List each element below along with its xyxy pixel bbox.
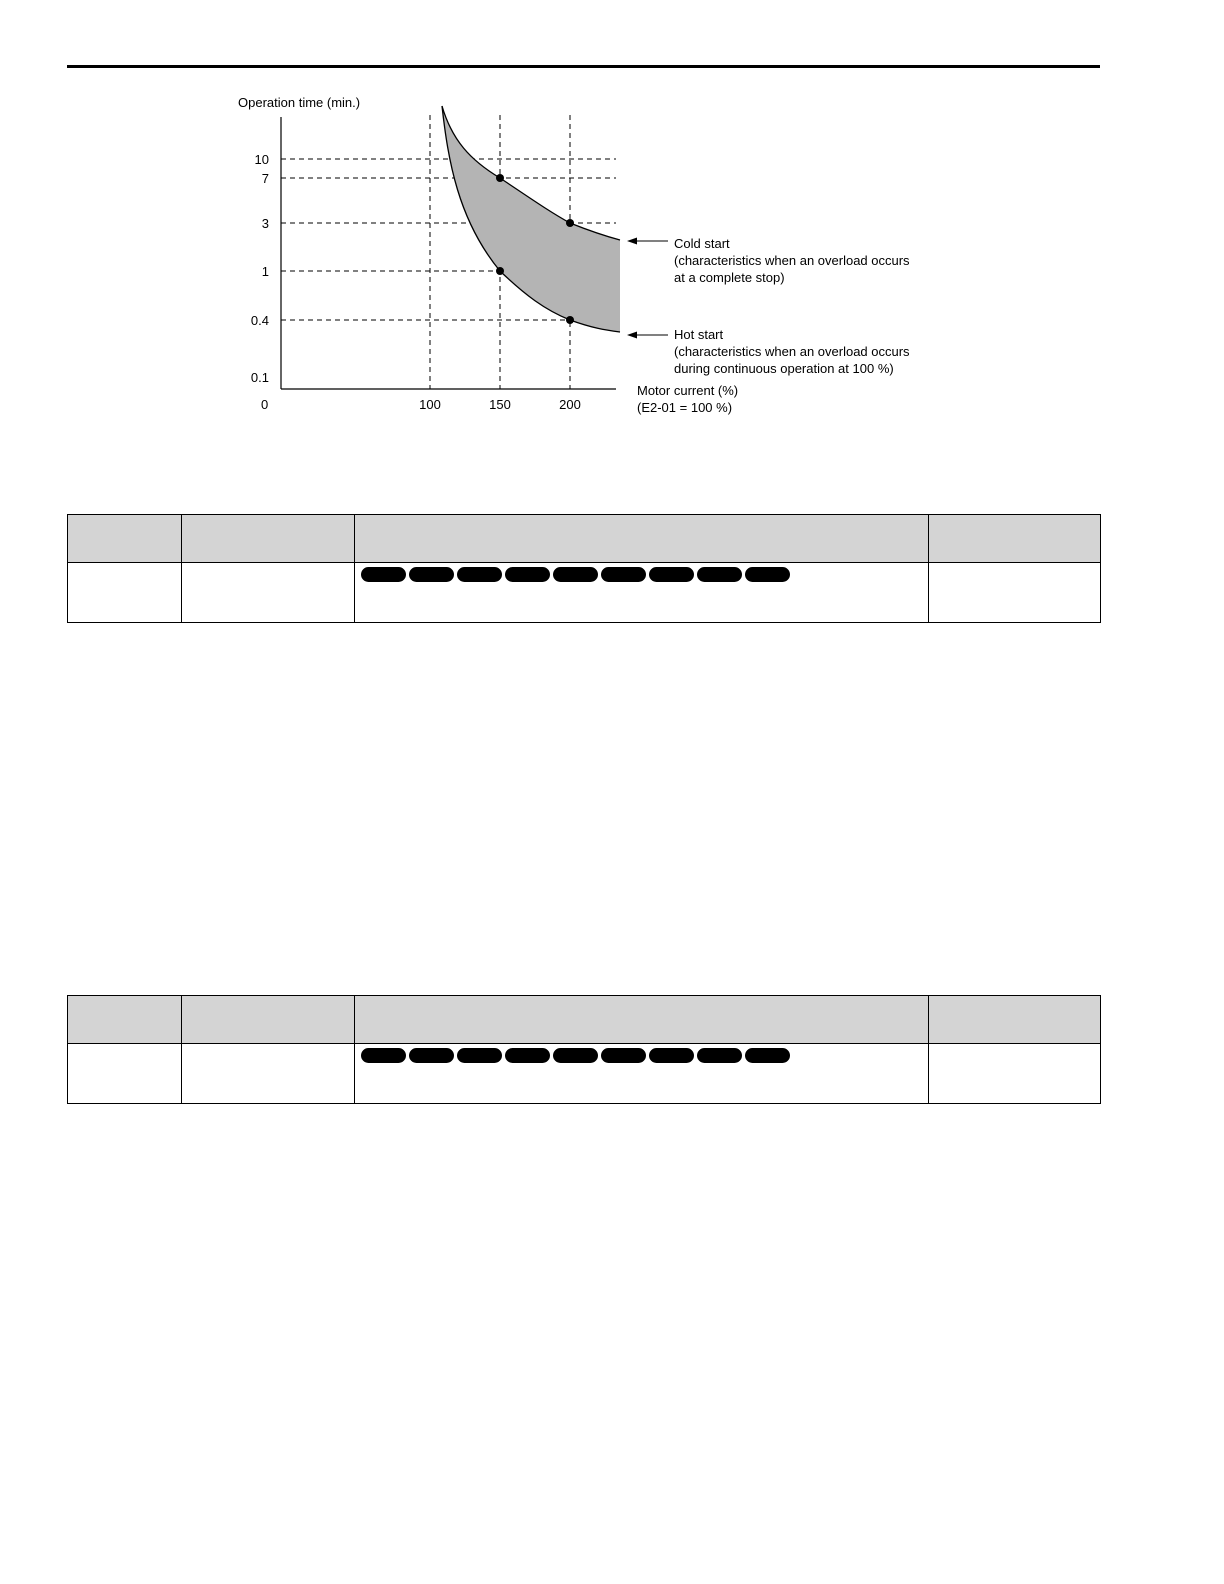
hot-start-arrowhead	[627, 332, 637, 339]
y-tick-label: 7	[261, 171, 269, 186]
y-tick-label: 1	[261, 264, 269, 279]
y-tick-label: 0.1	[250, 370, 269, 385]
table-row	[68, 563, 1101, 623]
legend-hot-start-desc-1: (characteristics when an overload occurs	[674, 344, 910, 359]
header-cell	[355, 515, 929, 563]
data-point-hot-start	[496, 267, 504, 275]
redacted-badge	[745, 567, 790, 582]
table-header-row	[68, 515, 1101, 563]
redacted-badge	[505, 567, 550, 582]
table-cell	[929, 1044, 1101, 1104]
x-axis-label-sub: (E2-01 = 100 %)	[637, 400, 733, 415]
legend-hot-start-desc-2: during continuous operation at 100 %)	[674, 361, 894, 376]
redacted-badge	[649, 567, 694, 582]
redacted-badge	[361, 567, 406, 582]
x-tick-label: 150	[489, 397, 511, 412]
x-tick-label: 200	[559, 397, 581, 412]
y-axis-label: Operation time (min.)	[238, 95, 361, 110]
header-cell	[355, 996, 929, 1044]
header-cell	[182, 515, 355, 563]
table-header-row	[68, 996, 1101, 1044]
table-cell-badges	[355, 563, 929, 623]
table-cell	[68, 1044, 182, 1104]
redacted-badge	[457, 567, 502, 582]
table-cell	[182, 563, 355, 623]
header-cell	[68, 996, 182, 1044]
parameter-table-2	[67, 995, 1101, 1104]
redacted-badge	[745, 1048, 790, 1063]
legend-cold-start-desc-2: at a complete stop)	[674, 270, 785, 285]
legend-cold-start-desc-1: (characteristics when an overload occurs	[674, 253, 910, 268]
legend-hot-start: Hot start	[674, 327, 724, 342]
redacted-badge	[697, 567, 742, 582]
origin-label: 0	[261, 397, 269, 412]
data-point-hot-start	[566, 316, 574, 324]
header-cell	[929, 515, 1101, 563]
table-cell-badges	[355, 1044, 929, 1104]
y-tick-label: 0.4	[250, 313, 269, 328]
redacted-badge	[505, 1048, 550, 1063]
x-axis-label: Motor current (%)	[637, 383, 739, 398]
header-cell	[929, 996, 1101, 1044]
redacted-badge	[601, 1048, 646, 1063]
redacted-badge	[601, 567, 646, 582]
redacted-badge	[409, 567, 454, 582]
table-row	[68, 1044, 1101, 1104]
data-point-cold-start	[496, 174, 504, 182]
x-tick-label: 100	[419, 397, 441, 412]
badge-row	[355, 563, 928, 582]
redacted-badge	[649, 1048, 694, 1063]
cold-start-arrowhead	[627, 238, 637, 245]
y-tick-label: 10	[254, 152, 269, 167]
y-tick-label: 3	[261, 216, 269, 231]
badge-row	[355, 1044, 928, 1063]
redacted-badge	[409, 1048, 454, 1063]
table-cell	[68, 563, 182, 623]
parameter-table-1	[67, 514, 1101, 623]
table-cell	[182, 1044, 355, 1104]
header-cell	[182, 996, 355, 1044]
header-cell	[68, 515, 182, 563]
data-point-cold-start	[566, 219, 574, 227]
redacted-badge	[553, 1048, 598, 1063]
redacted-badge	[553, 567, 598, 582]
table-cell	[929, 563, 1101, 623]
redacted-badge	[361, 1048, 406, 1063]
legend-cold-start: Cold start	[674, 236, 730, 251]
redacted-badge	[697, 1048, 742, 1063]
overload-chart	[0, 0, 1224, 440]
redacted-badge	[457, 1048, 502, 1063]
